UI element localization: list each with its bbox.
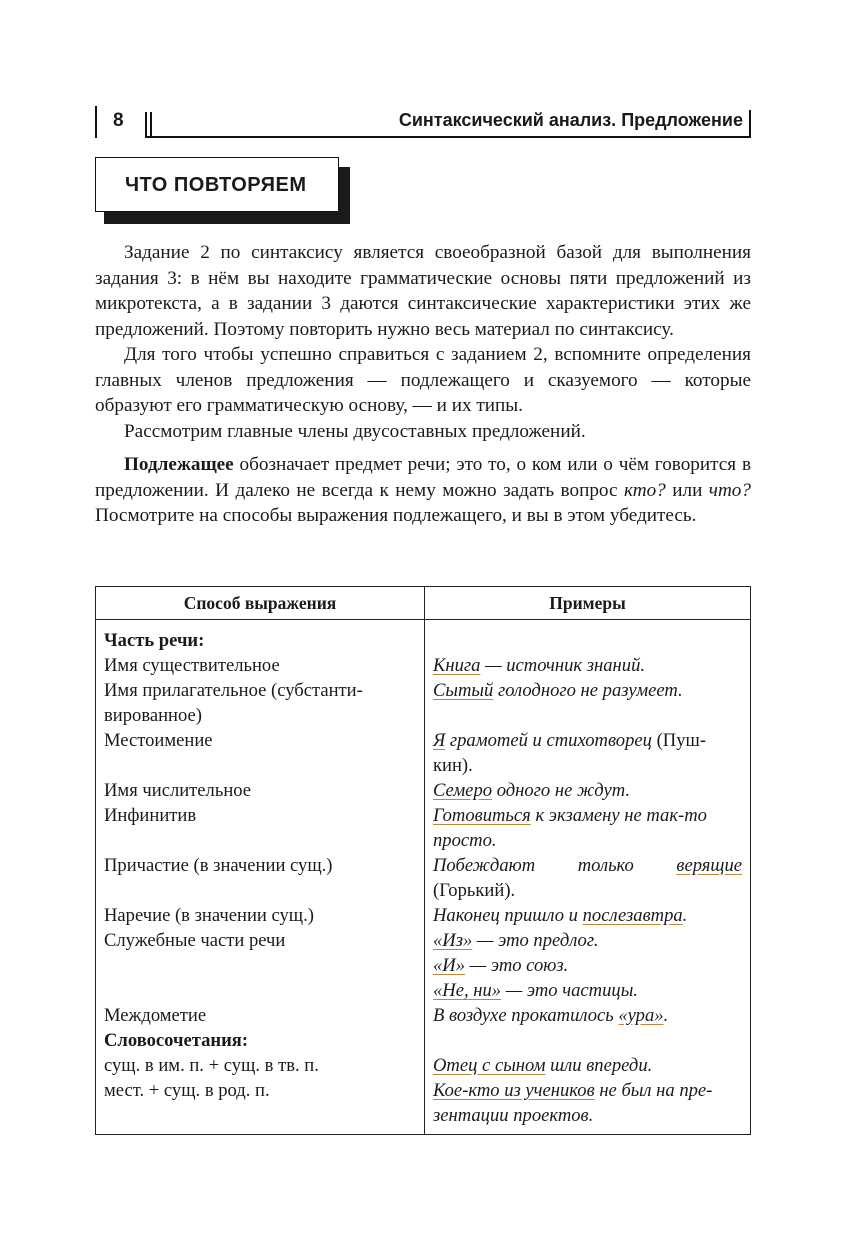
example-participle-author: (Горький). [433,880,516,901]
example-noun: Книга — источник знаний. [433,655,646,676]
term-subject: Подлежащее [124,454,234,475]
example-phrase-1: Отец с сыном шли впереди. [433,1055,653,1076]
method-function-words: Служебные части речи [104,930,286,951]
example-phrase-2-cont: зентации проектов. [433,1105,594,1126]
paragraph: Для того чтобы успешно справиться с заданием 2, вспомните определения главных членов предложения — подлежащего и сказуемого — которые образуют его грамматическую основу, — и их типы. [95,344,751,416]
example-conjunction: «И» — это союз. [433,955,569,976]
example-numeral: Семеро одного не ждут. [433,780,631,801]
example-adjective: Сытый голодного не разумеет. [433,680,683,701]
paragraph: Задание 2 по синтаксису является своеобразной базой для выполнения задания 3: в нём вы находите грамматические основы пяти предложений из микротекста, а в задании 3 даются синтаксические характеристики этих же предложений. Поэтому повторить нужно весь материал по синтаксису. [95,242,751,340]
method-noun: Имя существительное [104,655,280,676]
section-title: ЧТО ПОВТОРЯЕМ [125,174,307,196]
method-interjection: Междометие [104,1005,207,1026]
phrases-heading: Словосочетания: [104,1030,249,1051]
header-rule [145,136,751,138]
paragraph-subject-definition: Подлежащее обозначает предмет речи; это то, о ком или о чём говорится в предложении. И далеко не всегда к нему можно задать вопрос кто? или что? Посмотрите на способы выражения подлежащего, и вы в этом убедитесь. [95,454,751,526]
question-what: что? [708,479,751,501]
subject-expression-table [95,586,751,1135]
method-adjective: Имя прилагательное (субстанти- [104,680,363,701]
example-participle: Побеждают только верящие [433,855,742,876]
method-participle: Причастие (в значении сущ.) [104,855,333,876]
header-right-rule [749,110,751,138]
example-infinitive-cont: просто. [433,830,497,851]
header-divider [150,112,152,138]
example-particles: «Не, ни» — это частицы. [433,980,638,1001]
method-phrase-2: мест. + сущ. в род. п. [104,1080,270,1101]
method-numeral: Имя числительное [104,780,252,801]
example-infinitive: Готовиться к экзамену не так-то [433,805,707,826]
page-number: 8 [113,110,124,131]
method-adverb: Наречие (в значении сущ.) [104,905,314,926]
method-phrase-1: сущ. в им. п. + сущ. в тв. п. [104,1055,319,1076]
part-of-speech-heading: Часть речи: [104,630,205,651]
body-text [95,240,751,529]
method-column [96,620,425,1135]
example-pronoun: Я грамотей и стихотворец (Пуш- [433,730,707,751]
example-phrase-2: Кое-кто из учеников не был на пре- [433,1080,713,1101]
column-header-method: Способ выражения [96,587,425,620]
method-infinitive: Инфинитив [104,805,197,826]
question-who: кто? [623,479,666,501]
header-left-rule [95,106,97,138]
header-divider [145,112,147,138]
column-header-examples: Примеры [425,587,751,620]
method-pronoun: Местоимение [104,730,213,751]
example-interjection: В воздухе прокатилось «ура». [433,1005,669,1026]
paragraph: Рассмотрим главные члены двусоставных предложений. [124,420,586,442]
example-preposition: «Из» — это предлог. [433,930,599,951]
method-adjective-cont: вированное) [104,705,202,726]
running-title: Синтаксический анализ. Предложение [398,110,743,130]
section-heading-box [95,157,339,212]
examples-column [425,620,751,1135]
example-pronoun-author: кин). [433,755,473,776]
example-adverb: Наконец пришло и послезавтра. [433,905,688,926]
running-header [95,104,751,138]
